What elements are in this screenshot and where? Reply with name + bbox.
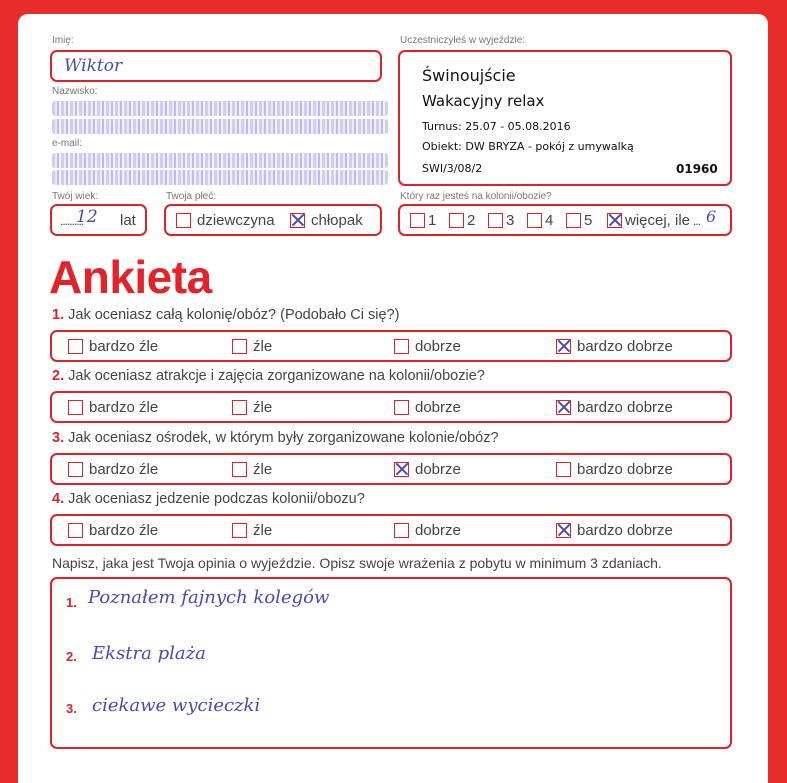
question-1-number: 1. [52, 307, 65, 323]
q2-option-4[interactable] [556, 399, 673, 416]
gender-female-checkbox[interactable] [176, 213, 191, 228]
times-label-more: więcej, ile [625, 212, 691, 229]
gender-female-option[interactable] [176, 212, 275, 229]
q4-option-4[interactable] [556, 522, 673, 539]
opinion-prompt: Napisz, jaka jest Twoja opinia o wyjeździe. Opisz swoje wrażenia z pobytu w minimum 3 zdaniach. [52, 555, 662, 571]
question-4-number: 4. [52, 491, 65, 507]
surname-redacted-2 [52, 119, 388, 134]
times-option-2[interactable] [449, 212, 475, 229]
surname-redacted [52, 101, 388, 116]
q4-checkbox-3[interactable] [394, 523, 409, 538]
times-checkbox-1[interactable] [410, 213, 425, 228]
gender-male-option[interactable] [290, 212, 363, 229]
q2-option-label-2: źle [253, 399, 273, 416]
q2-option-2[interactable] [232, 399, 272, 416]
q1-option-2[interactable] [232, 338, 272, 355]
times-field [398, 204, 732, 236]
trip-label: Uczestniczyłeś w wyjeździe: [400, 35, 526, 46]
name-field[interactable] [50, 50, 382, 82]
gender-label: Twoja płeć: [166, 191, 217, 202]
q4-option-label-4: bardzo dobrze [577, 522, 673, 539]
q4-option-3[interactable] [394, 522, 461, 539]
q1-checkbox-4[interactable] [556, 339, 571, 354]
trip-code: SWI/3/08/2 [422, 162, 483, 175]
q1-option-label-4: bardzo dobrze [577, 338, 673, 355]
q1-checkbox-3[interactable] [394, 339, 409, 354]
question-2-text: Jak oceniasz atrakcje i zajęcia zorganizowane na kolonii/obozie? [68, 368, 485, 384]
q3-checkbox-4[interactable] [556, 462, 571, 477]
opinion-line-3: ciekawe wycieczki [92, 695, 261, 716]
q4-option-1[interactable] [68, 522, 158, 539]
age-label: Twój wiek: [52, 191, 99, 202]
q3-option-3[interactable] [394, 461, 461, 478]
q4-option-label-3: dobrze [415, 522, 461, 539]
q2-checkbox-1[interactable] [68, 400, 83, 415]
question-4-options [50, 514, 732, 546]
gender-male-checkbox[interactable] [290, 213, 305, 228]
question-4 [52, 491, 365, 507]
trip-info-box [398, 50, 732, 186]
q2-option-label-3: dobrze [415, 399, 461, 416]
times-checkbox-5[interactable] [566, 213, 581, 228]
opinion-line-2: Ekstra plaża [92, 643, 206, 664]
times-option-1[interactable] [410, 212, 436, 229]
q1-option-label-1: bardzo źle [89, 338, 159, 355]
times-dots: ... [693, 213, 701, 228]
q4-option-label-2: źle [253, 522, 273, 539]
q3-checkbox-3[interactable] [394, 462, 409, 477]
page-title: Ankieta [49, 251, 212, 303]
question-2 [52, 368, 485, 384]
name-value: Wiktor [64, 56, 123, 76]
times-value: 6 [706, 207, 717, 226]
question-3-number: 3. [52, 430, 65, 446]
trip-name: Wakacyjny relax [422, 92, 545, 110]
q3-option-label-4: bardzo dobrze [577, 461, 673, 478]
times-option-more[interactable] [607, 212, 700, 229]
q1-option-4[interactable] [556, 338, 673, 355]
age-unit: lat [120, 212, 136, 229]
opinion-line-3-number: 3. [66, 701, 77, 716]
question-3-options [50, 453, 732, 485]
times-checkbox-2[interactable] [449, 213, 464, 228]
times-label-2: 2 [467, 212, 476, 229]
gender-field [164, 204, 382, 236]
question-1-text: Jak oceniasz całą kolonię/obóz? (Podobało Ci się?) [68, 307, 400, 323]
q4-checkbox-4[interactable] [556, 523, 571, 538]
opinion-line-2-number: 2. [66, 649, 77, 664]
q1-option-label-2: źle [253, 338, 273, 355]
q1-option-3[interactable] [394, 338, 461, 355]
q4-option-label-1: bardzo źle [89, 522, 159, 539]
q3-checkbox-2[interactable] [232, 462, 247, 477]
age-value: 12 [76, 207, 98, 227]
q2-checkbox-2[interactable] [232, 400, 247, 415]
trip-turnus: Turnus: 25.07 - 05.08.2016 [422, 120, 571, 133]
name-label: Imię: [52, 35, 74, 46]
q2-checkbox-4[interactable] [556, 400, 571, 415]
opinion-line-1: Poznałem fajnych kolegów [88, 587, 330, 608]
question-2-options [50, 391, 732, 423]
q1-checkbox-1[interactable] [68, 339, 83, 354]
gender-male-label: chłopak [311, 212, 363, 229]
times-label: Który raz jesteś na kolonii/obozie? [400, 191, 552, 202]
times-label-3: 3 [506, 212, 515, 229]
q2-option-label-1: bardzo źle [89, 399, 159, 416]
age-field[interactable] [50, 204, 147, 236]
q3-option-label-2: źle [253, 461, 273, 478]
times-label-5: 5 [584, 212, 593, 229]
opinion-field[interactable] [50, 577, 732, 749]
times-option-5[interactable] [566, 212, 592, 229]
question-1-options [50, 330, 732, 362]
times-option-3[interactable] [488, 212, 514, 229]
surname-label: Nazwisko: [52, 86, 98, 97]
q2-checkbox-3[interactable] [394, 400, 409, 415]
age-dots: .......... [60, 214, 84, 228]
times-label-4: 4 [545, 212, 554, 229]
q1-checkbox-2[interactable] [232, 339, 247, 354]
q3-option-label-3: dobrze [415, 461, 461, 478]
question-3 [52, 430, 499, 446]
trip-number: 01960 [676, 162, 718, 176]
q3-option-2[interactable] [232, 461, 272, 478]
q4-option-2[interactable] [232, 522, 272, 539]
gender-female-label: dziewczyna [197, 212, 275, 229]
q2-option-1[interactable] [68, 399, 158, 416]
q2-option-label-4: bardzo dobrze [577, 399, 673, 416]
q4-checkbox-1[interactable] [68, 523, 83, 538]
q3-option-4[interactable] [556, 461, 673, 478]
q1-option-1[interactable] [68, 338, 158, 355]
q4-checkbox-2[interactable] [232, 523, 247, 538]
email-redacted-2 [52, 170, 388, 185]
times-checkbox-4[interactable] [527, 213, 542, 228]
email-redacted [52, 153, 388, 168]
trip-object: Obiekt: DW BRYZA - pokój z umywalką [422, 140, 634, 153]
times-checkbox-more[interactable] [607, 213, 622, 228]
times-checkbox-3[interactable] [488, 213, 503, 228]
question-3-text: Jak oceniasz ośrodek, w którym były zorganizowane kolonie/obóz? [68, 430, 499, 446]
question-2-number: 2. [52, 368, 65, 384]
trip-place: Świnoujście [422, 66, 516, 85]
q2-option-3[interactable] [394, 399, 461, 416]
question-1 [52, 307, 399, 323]
opinion-line-1-number: 1. [66, 595, 77, 610]
question-4-text: Jak oceniasz jedzenie podczas kolonii/obozu? [68, 491, 365, 507]
times-label-1: 1 [428, 212, 437, 229]
q3-option-label-1: bardzo źle [89, 461, 159, 478]
times-option-4[interactable] [527, 212, 553, 229]
q1-option-label-3: dobrze [415, 338, 461, 355]
q3-checkbox-1[interactable] [68, 462, 83, 477]
q3-option-1[interactable] [68, 461, 158, 478]
email-label: e-mail: [52, 138, 83, 149]
